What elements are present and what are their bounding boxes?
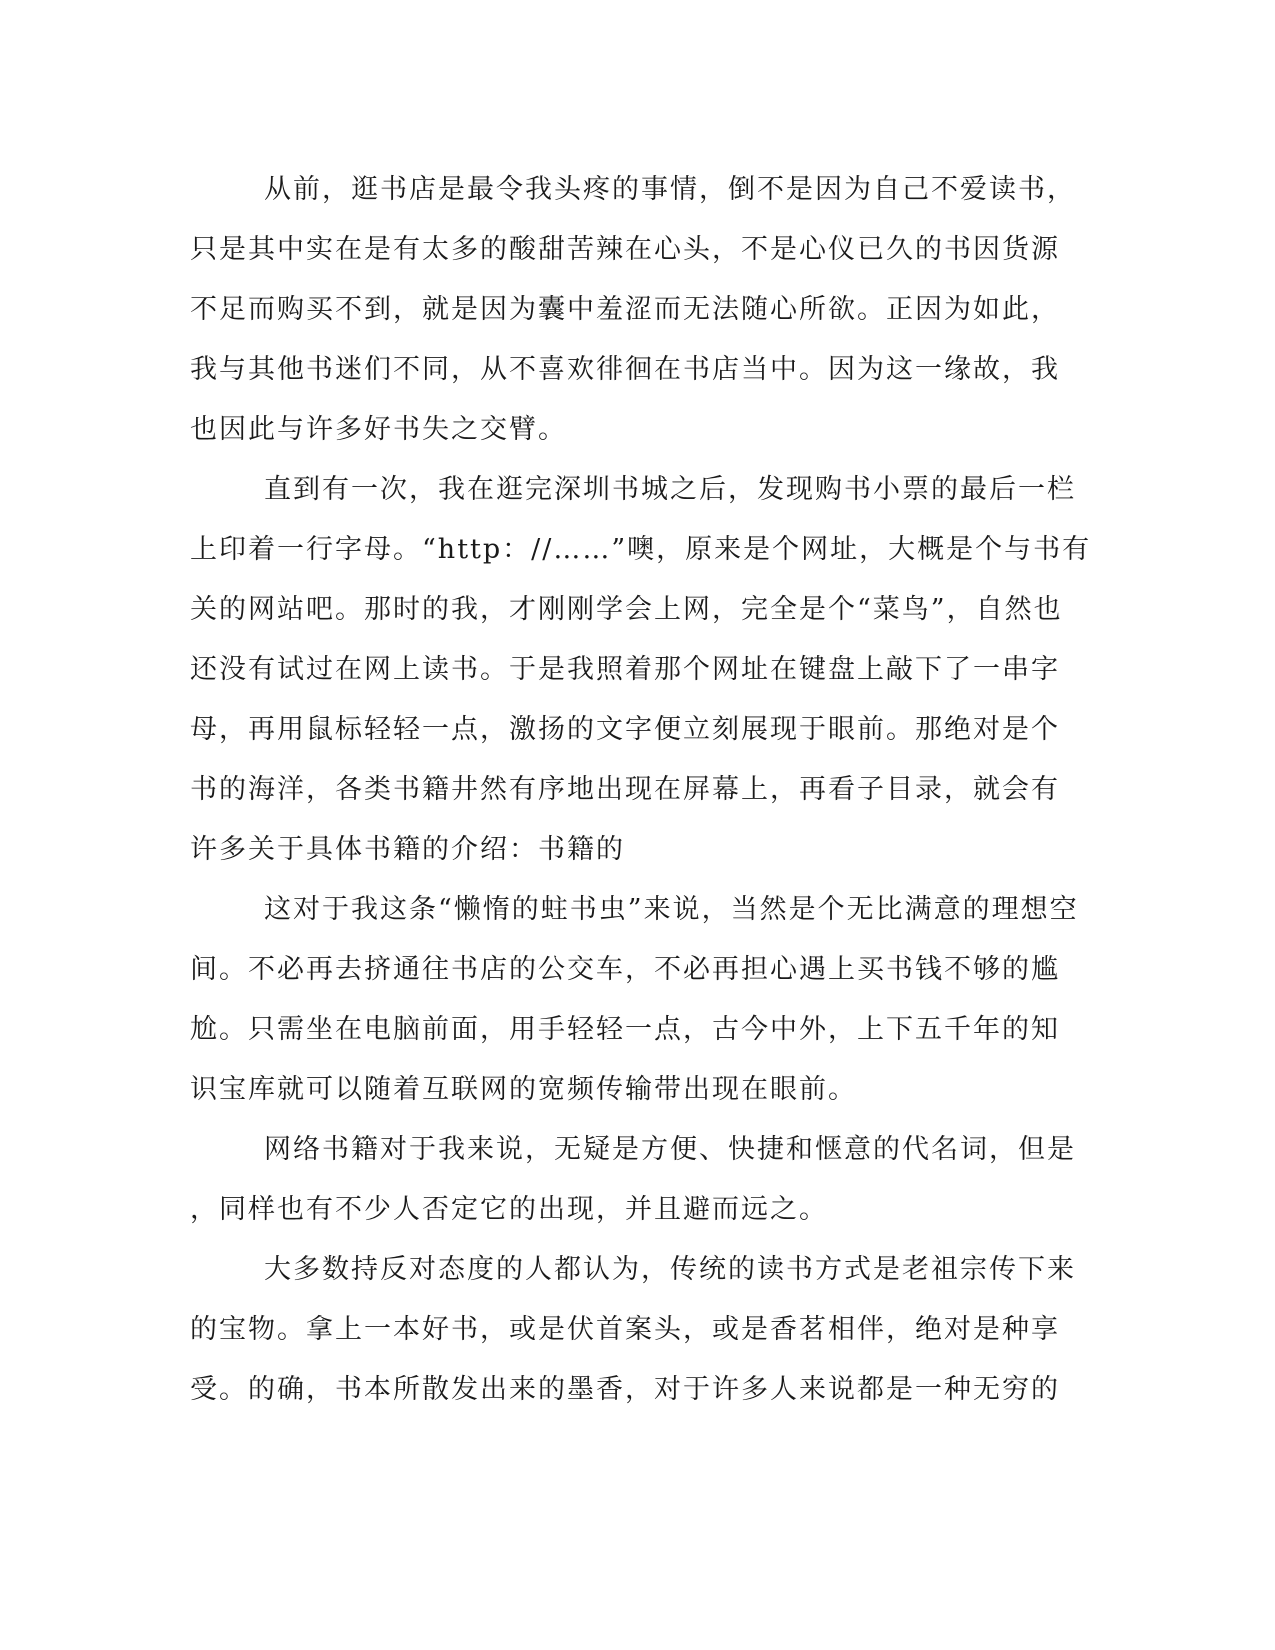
text-line: 大多数持反对态度的人都认为，传统的读书方式是老祖宗传下来: [264, 1254, 1076, 1285]
text-line: 识宝库就可以随着互联网的宽频传输带出现在眼前。: [190, 1074, 857, 1105]
text-line: 上印着一行字母。“http：//……”噢，原来是个网址，大概是个与书有: [190, 534, 1092, 565]
text-line: 也因此与许多好书失之交臂。: [190, 414, 567, 445]
text-line: 从前，逛书店是最令我头疼的事情，倒不是因为自己不爱读书，: [264, 174, 1076, 205]
text-line: 直到有一次，我在逛完深圳书城之后，发现购书小票的最后一栏: [264, 474, 1076, 505]
text-line: 还没有试过在网上读书。于是我照着那个网址在键盘上敲下了一串字: [190, 654, 1060, 685]
text-line: 书的海洋，各类书籍井然有序地出现在屏幕上，再看子目录，就会有: [190, 774, 1060, 805]
text-line: 关的网站吧。那时的我，才刚刚学会上网，完全是个“菜鸟”，自然也: [190, 594, 1063, 625]
text-line: 只是其中实在是有太多的酸甜苦辣在心头，不是心仪已久的书因货源: [190, 234, 1060, 265]
text-line: 不足而购买不到，就是因为囊中羞涩而无法随心所欲。正因为如此，: [190, 294, 1060, 325]
paragraph: [190, 1120, 1080, 1240]
text-line: 间。不必再去挤通往书店的公交车，不必再担心遇上买书钱不够的尴: [190, 954, 1060, 985]
text-line: 母，再用鼠标轻轻一点，激扬的文字便立刻展现于眼前。那绝对是个: [190, 714, 1060, 745]
text-line: 我与其他书迷们不同，从不喜欢徘徊在书店当中。因为这一缘故，我: [190, 354, 1060, 385]
text-line: ，同样也有不少人否定它的出现，并且避而远之。: [190, 1194, 828, 1225]
paragraph: [190, 460, 1092, 880]
text-line: 网络书籍对于我来说，无疑是方便、快捷和惬意的代名词，但是: [264, 1134, 1076, 1165]
paragraph: [190, 880, 1080, 1120]
text-line: 这对于我这条“懒惰的蛀书虫”来说，当然是个无比满意的理想空: [264, 894, 1079, 925]
text-line: 尬。只需坐在电脑前面，用手轻轻一点，古今中外，上下五千年的知: [190, 1014, 1060, 1045]
text-line: 受。的确，书本所散发出来的墨香，对于许多人来说都是一种无穷的: [190, 1374, 1060, 1405]
paragraph: [190, 160, 1080, 460]
text-line: 许多关于具体书籍的介绍：书籍的: [190, 834, 625, 865]
paragraph: [190, 1240, 1080, 1420]
text-line: 的宝物。拿上一本好书，或是伏首案头，或是香茗相伴，绝对是种享: [190, 1314, 1060, 1345]
document-body: [190, 160, 1092, 1420]
